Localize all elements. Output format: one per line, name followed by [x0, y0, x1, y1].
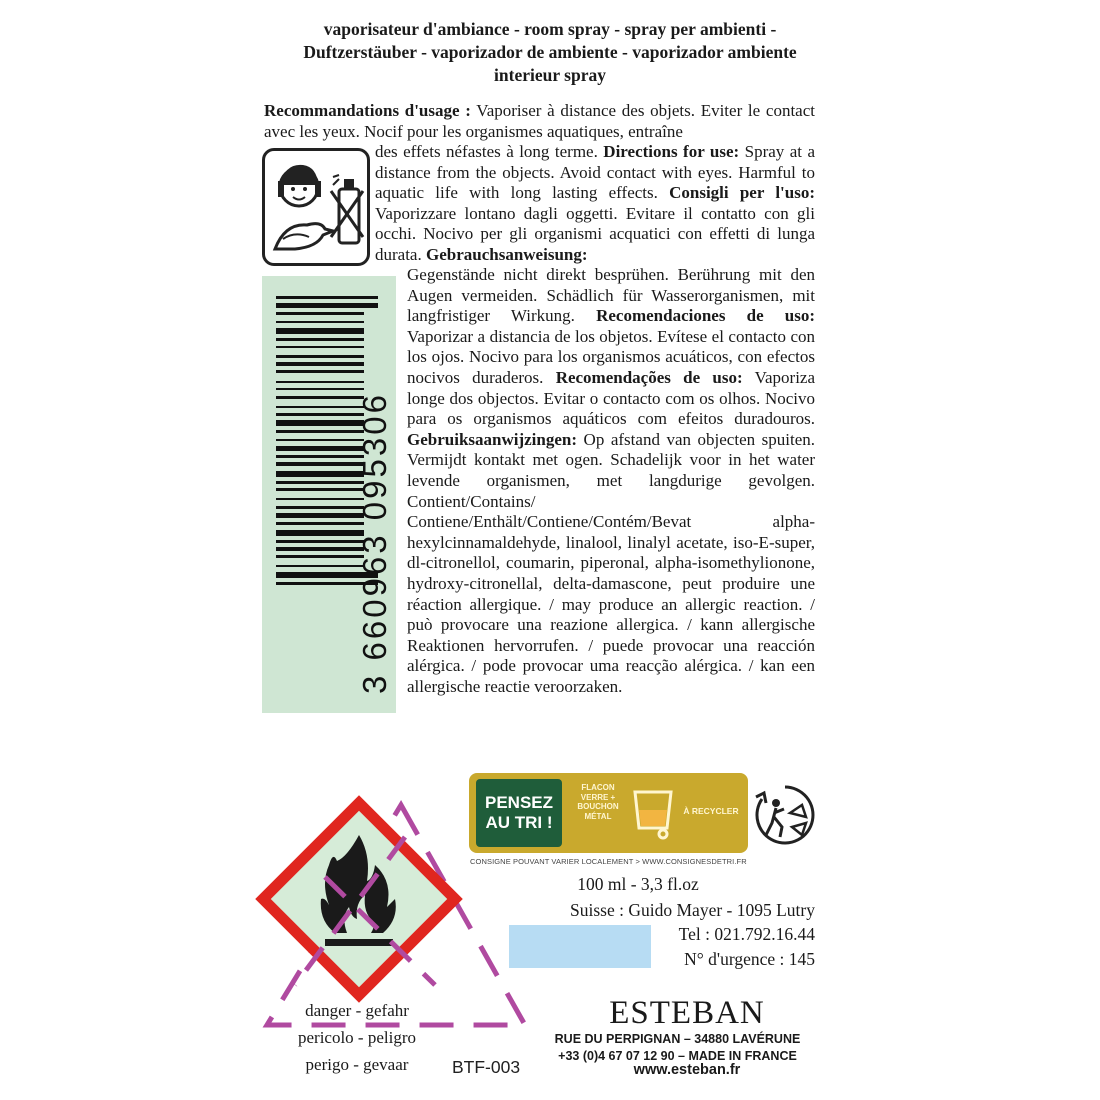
barcode-bar — [276, 420, 364, 426]
barcode-bar — [276, 328, 364, 334]
de-text: Gegenstände nicht direkt besprühen. Berührung mit den Augen vermeiden. Schädlich für Wasserorganismen, mit langfristiger Wirkung. — [407, 265, 815, 326]
hazard-warning-words — [262, 997, 452, 1078]
instructions-multilingual-b — [407, 265, 815, 697]
child-warning-icon — [262, 148, 370, 266]
barcode-bar — [276, 513, 364, 518]
barcode-bar — [276, 338, 364, 341]
barcode-bar — [276, 471, 364, 477]
barcode-bar — [276, 381, 364, 383]
hazard-line-3: perigo - gevaar — [305, 1055, 409, 1074]
emergency-number: N° d'urgence : 145 — [684, 949, 815, 969]
barcode-bar — [276, 388, 364, 390]
barcode-bar — [276, 530, 364, 536]
barcode — [262, 276, 396, 713]
telephone: Tel : 021.792.16.44 — [678, 924, 815, 944]
it-text: Vaporizzare lontano dagli oggetti. Evitare il contatto con gli occhi. Nocivo per gli organismi acquatici con effetti di lunga durata. — [375, 203, 815, 264]
barcode-bar — [276, 362, 364, 366]
barcode-bar — [276, 481, 364, 484]
product-code: BTF-003 — [452, 1057, 521, 1077]
hazard-line-2: pericolo - peligro — [297, 1028, 416, 1047]
barcode-bar — [276, 547, 364, 551]
barcode-bar — [276, 296, 378, 299]
barcode-bar — [276, 303, 378, 308]
volume: 100 ml - 3,3 fl.oz — [577, 874, 699, 894]
flacon-label: FLACON VERRE + BOUCHON MÉTAL — [577, 783, 619, 821]
barcode-bar — [276, 488, 364, 491]
barcode-bar — [276, 370, 364, 373]
barcode-bar — [276, 413, 364, 416]
title-line-1: vaporisateur d'ambiance - room spray - spray per ambienti - — [323, 19, 777, 39]
barcode-bar — [276, 312, 364, 315]
barcode-bar — [276, 355, 364, 358]
es-heading: Recomendaciones de uso: — [596, 306, 815, 326]
consigne-note: CONSIGNE POUVANT VARIER LOCALEMENT > WWW.CONSIGNESDETRI.FR — [470, 857, 747, 866]
pt-text: Vaporiza longe dos objectos. Evitar o contacto com os olhos. Nocivo para os organismos aquáticos com efeitos duradouros. — [407, 367, 816, 429]
de-heading: Gebrauchsanweisung: — [425, 244, 588, 264]
en-heading: Directions for use: — [603, 142, 740, 161]
barcode-bar — [276, 446, 364, 451]
brand-name: ESTEBAN — [609, 995, 765, 1031]
nl-heading: Gebruiksaanwijzingen: — [407, 429, 578, 449]
barcode-bar — [276, 346, 364, 348]
barcode-bar — [276, 430, 364, 433]
swiss-distributor: Suisse : Guido Mayer - 1095 Lutry — [570, 900, 815, 920]
instructions-fr-intro — [264, 101, 815, 142]
address-line-1: RUE DU PERPIGNAN – 34880 LAVÉRUNE — [554, 1032, 801, 1046]
barcode-bar — [276, 406, 364, 408]
es-text: Vaporizar a distancia de los objetos. Evítese el contacto con los ojos. Nocivo para los organismos acuáticos, con efectos nocivos duraderos. — [407, 326, 815, 387]
fr-text-a: Vaporiser à distance des objets. Eviter le contact avec les yeux. Nocif pour les organismes aquatiques, entraîne — [264, 101, 815, 141]
fr-text-b: des effets néfastes à long terme. — [375, 142, 604, 161]
title-line-3: interieur spray — [494, 65, 606, 85]
no-spray-icon — [265, 151, 367, 263]
barcode-bar — [276, 522, 364, 525]
nl-text: Op afstand van objecten spuiten. Vermijdt kontakt met ogen. Schadelijk voor in het water levende organismen, met langdurige gevolgen. Contient/Contains/ Contiene/Enthält/Contiene/Contém/Bevat alpha-hexylcinnamaldehyde, linalool, linalyl acetate, iso-E-super, dl-citronellol, coumarin, piperonal, alpha-isomethylionone, hydroxy-citronellal, delta-damascone, peut produire une réaction allergique. / may produce an allergic reaction. / può provocare una reazione allergica. / kann allergische Reaktionen hervorrufen. / puede provocar una reacción alérgica. / pode provocar uma reacção alérgica. / kan een allergische reactie veroorzaken. — [407, 429, 815, 696]
barcode-bar — [276, 455, 364, 458]
hazard-line-1: danger - gefahr — [305, 1001, 409, 1020]
address-line-2: +33 (0)4 67 07 12 90 – MADE IN FRANCE — [558, 1049, 797, 1063]
en-text: Spray at a distance from the objects. Avoid contact with eyes. Harmful to aquatic life with long lasting effects. — [375, 142, 816, 203]
recycle-bin-icon — [632, 788, 674, 840]
product-title — [200, 18, 900, 87]
title-line-2: Duftzerstäuber - vaporizador de ambiente - vaporizador ambiente — [303, 42, 797, 62]
a-recycler-label: À RECYCLER — [683, 806, 739, 816]
barcode-bar — [276, 555, 364, 558]
fr-heading: Recommandations d'usage : — [264, 101, 471, 120]
barcode-bar — [276, 396, 364, 399]
barcode-bar — [276, 540, 364, 543]
barcode-bar — [276, 321, 364, 323]
barcode-panel — [262, 276, 396, 713]
pensez-au-tri-label: PENSEZ AU TRI ! — [476, 779, 562, 847]
brand-address — [540, 1031, 815, 1065]
it-heading: Consigli per l'uso: — [669, 183, 815, 203]
triman-icon — [752, 783, 818, 845]
barcode-bar — [276, 498, 364, 500]
barcode-bar — [276, 565, 364, 567]
barcode-bar — [276, 506, 364, 509]
pt-heading: Recomendações de uso: — [555, 367, 743, 387]
barcode-digits: 3 660963 095306 — [356, 392, 393, 694]
website-link[interactable]: www.esteban.fr — [633, 1062, 741, 1078]
barcode-bar — [276, 462, 364, 466]
instructions-multilingual-a — [375, 142, 815, 266]
barcode-bar — [276, 439, 364, 441]
